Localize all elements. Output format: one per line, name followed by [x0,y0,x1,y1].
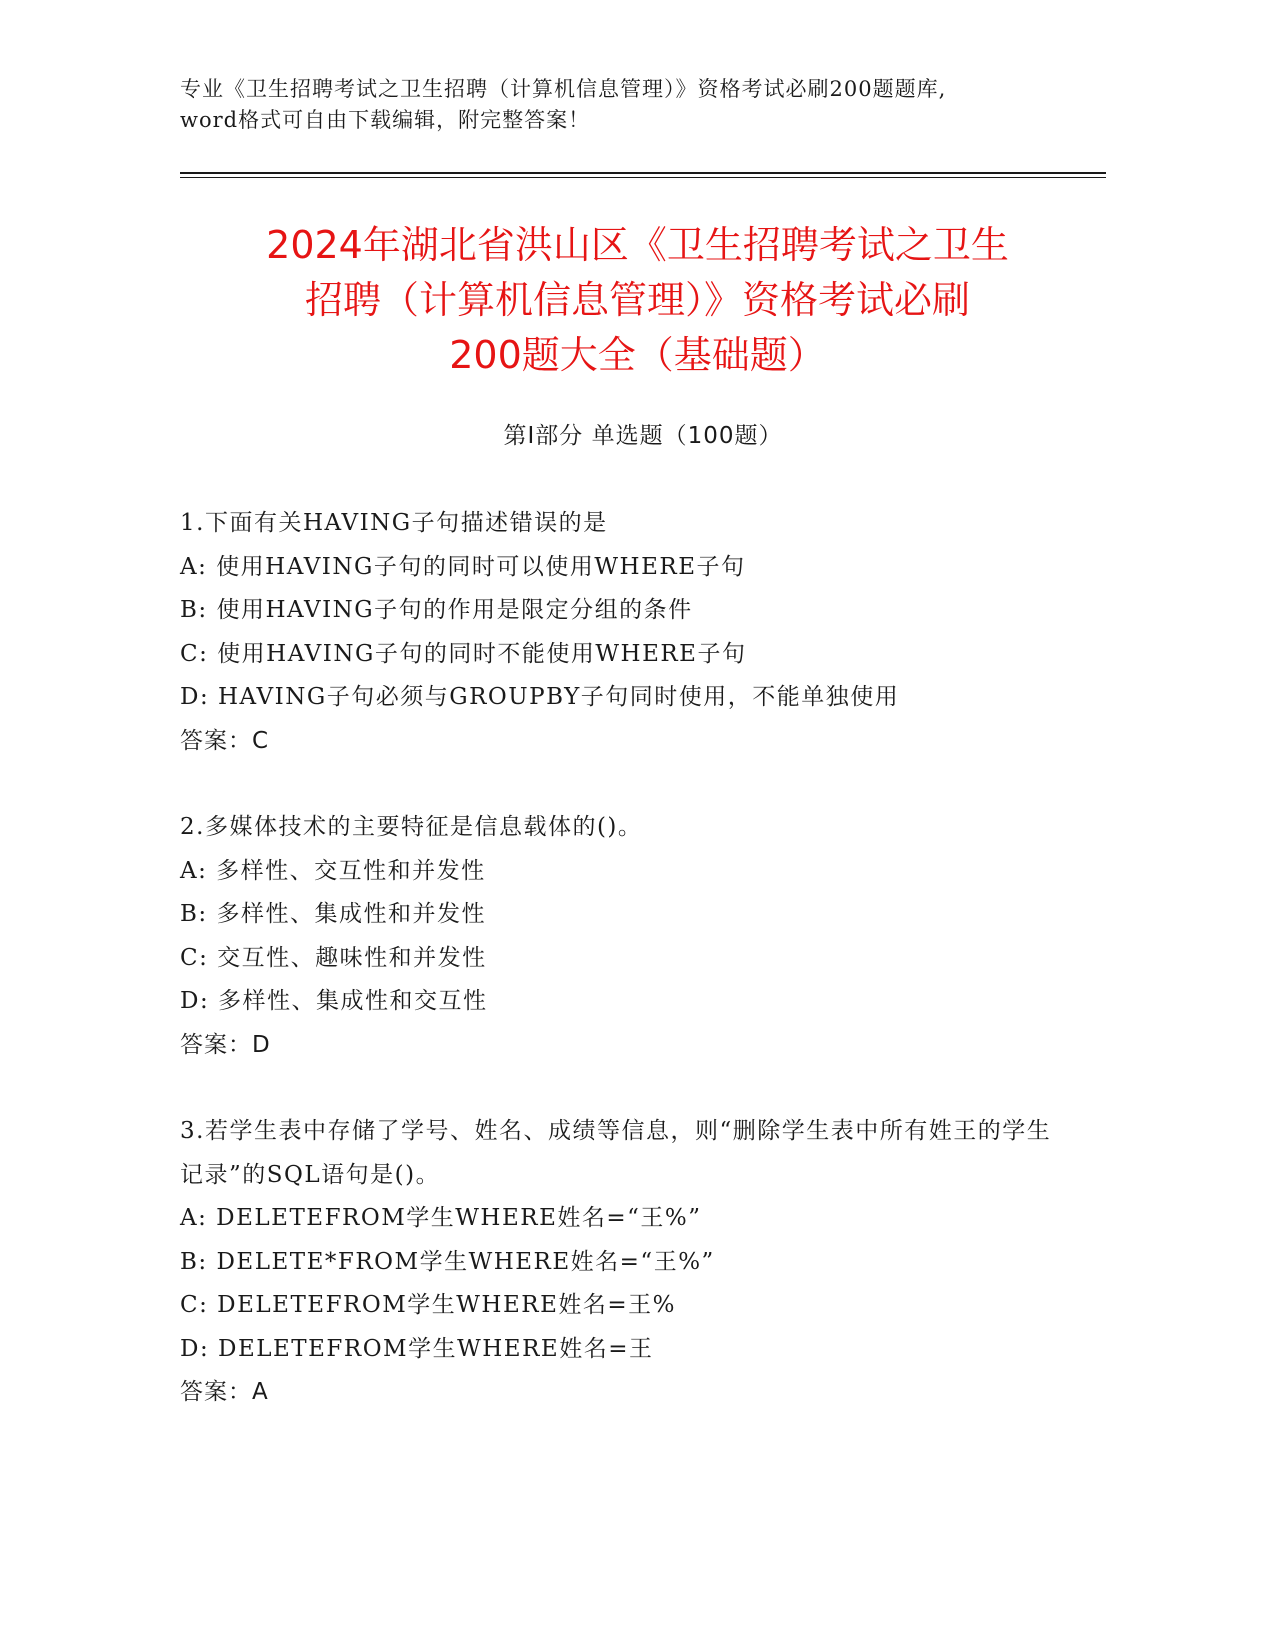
option-a: A: DELETEFROM学生WHERE姓名=“王%” [180,1205,702,1231]
document-title-line-2: 招聘（计算机信息管理）》资格考试必刷 [304,278,970,322]
option-c: C: 使用HAVING子句的同时不能使用WHERE子句 [180,640,747,667]
answer: 答案：C [180,727,270,754]
option-b: B: 多样性、集成性和并发性 [180,901,486,927]
option-d: D: 多样性、集成性和交互性 [180,988,488,1014]
document-title [150,218,1125,383]
header-note-line-2: word格式可自由下载编辑，附完整答案！ [180,108,591,132]
question-3 [180,1110,1060,1415]
document-title-line-3: 200题大全（基础题） [449,333,826,377]
header-note-line-1: 专业《卫生招聘考试之卫生招聘（计算机信息管理）》资格考试必刷200题题库, [180,77,947,101]
question-list [180,502,1060,1458]
header-rule-thin [180,177,1106,178]
answer: 答案：A [180,1379,269,1405]
option-c: C: DELETEFROM学生WHERE姓名=王% [180,1292,676,1318]
option-b: B: DELETE*FROM学生WHERE姓名=“王%” [180,1248,715,1275]
document-title-line-1: 2024年湖北省洪山区《卫生招聘考试之卫生 [266,223,1009,267]
question-2 [180,806,1060,1067]
option-a: A: 使用HAVING子句的同时可以使用WHERE子句 [180,553,746,580]
answer: 答案：D [180,1031,271,1058]
option-c: C: 交互性、趣味性和并发性 [180,944,487,971]
option-d: D: HAVING子句必须与GROUPBY子句同时使用，不能单独使用 [180,684,900,710]
option-a: A: 多样性、交互性和并发性 [180,857,486,884]
option-d: D: DELETEFROM学生WHERE姓名=王 [180,1335,654,1362]
question-stem: 3.若学生表中存储了学号、姓名、成绩等信息，则“删除学生表中所有姓王的学生记录”的SQL语句是()。 [180,1118,1052,1188]
question-1 [180,502,1060,763]
header-note [180,74,1100,136]
section-title: 第Ⅰ部分 单选题（100题） [503,423,783,449]
header-rule-thick [180,172,1106,174]
option-b: B: 使用HAVING子句的作用是限定分组的条件 [180,597,693,623]
question-stem: 1.下面有关HAVING子句描述错误的是 [180,510,608,536]
question-stem: 2.多媒体技术的主要特征是信息载体的()。 [180,814,643,840]
